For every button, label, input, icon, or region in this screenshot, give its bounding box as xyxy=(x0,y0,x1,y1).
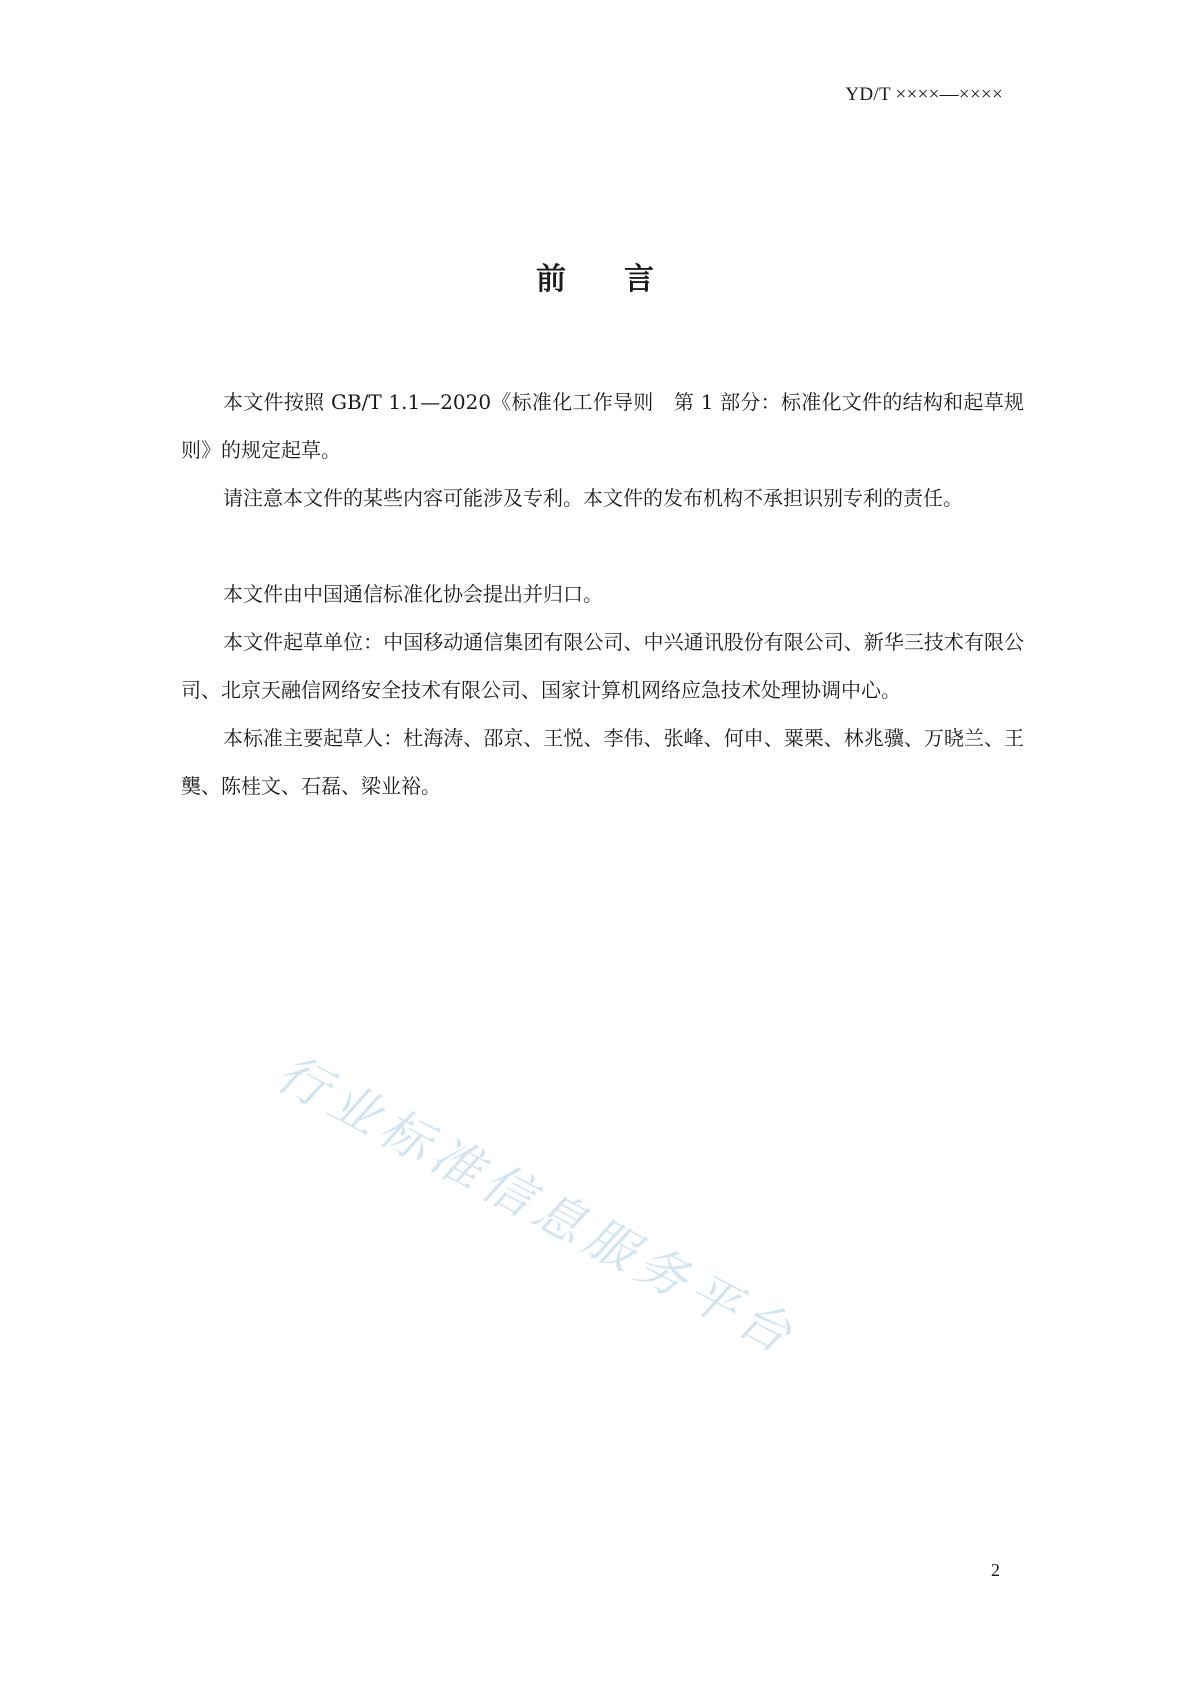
page-title xyxy=(0,262,1190,298)
paragraph-drafters: 本标准主要起草人：杜海涛、邵京、王悦、李伟、张峰、何申、粟栗、林兆骥、万晓兰、王龑、陈桂文、石磊、梁业裕。 xyxy=(181,726,1024,798)
paragraph-drafting-units: 本文件起草单位：中国移动通信集团有限公司、中兴通讯股份有限公司、新华三技术有限公司、北京天融信网络安全技术有限公司、国家计算机网络应急技术处理协调中心。 xyxy=(181,630,1024,702)
preface-body xyxy=(181,378,1024,810)
paragraph-drafting-rules: 本文件按照 GB/T 1.1—2020《标准化工作导则 第 1 部分：标准化文件的结构和起草规则》的规定起草。 xyxy=(181,390,1024,462)
page-number: 2 xyxy=(991,1560,1000,1580)
paragraph-proposer: 本文件由中国通信标准化协会提出并归口。 xyxy=(223,582,603,606)
paragraph-patent-notice: 请注意本文件的某些内容可能涉及专利。本文件的发布机构不承担识别专利的责任。 xyxy=(223,486,963,510)
paragraph-spacer xyxy=(181,522,1024,570)
page-title-char-1: 前 xyxy=(536,262,566,297)
watermark: 行业标准信息服务平台 xyxy=(267,1043,807,1368)
standard-code: YD/T ××××—×××× xyxy=(845,84,1003,105)
page-title-char-2: 言 xyxy=(624,262,654,297)
